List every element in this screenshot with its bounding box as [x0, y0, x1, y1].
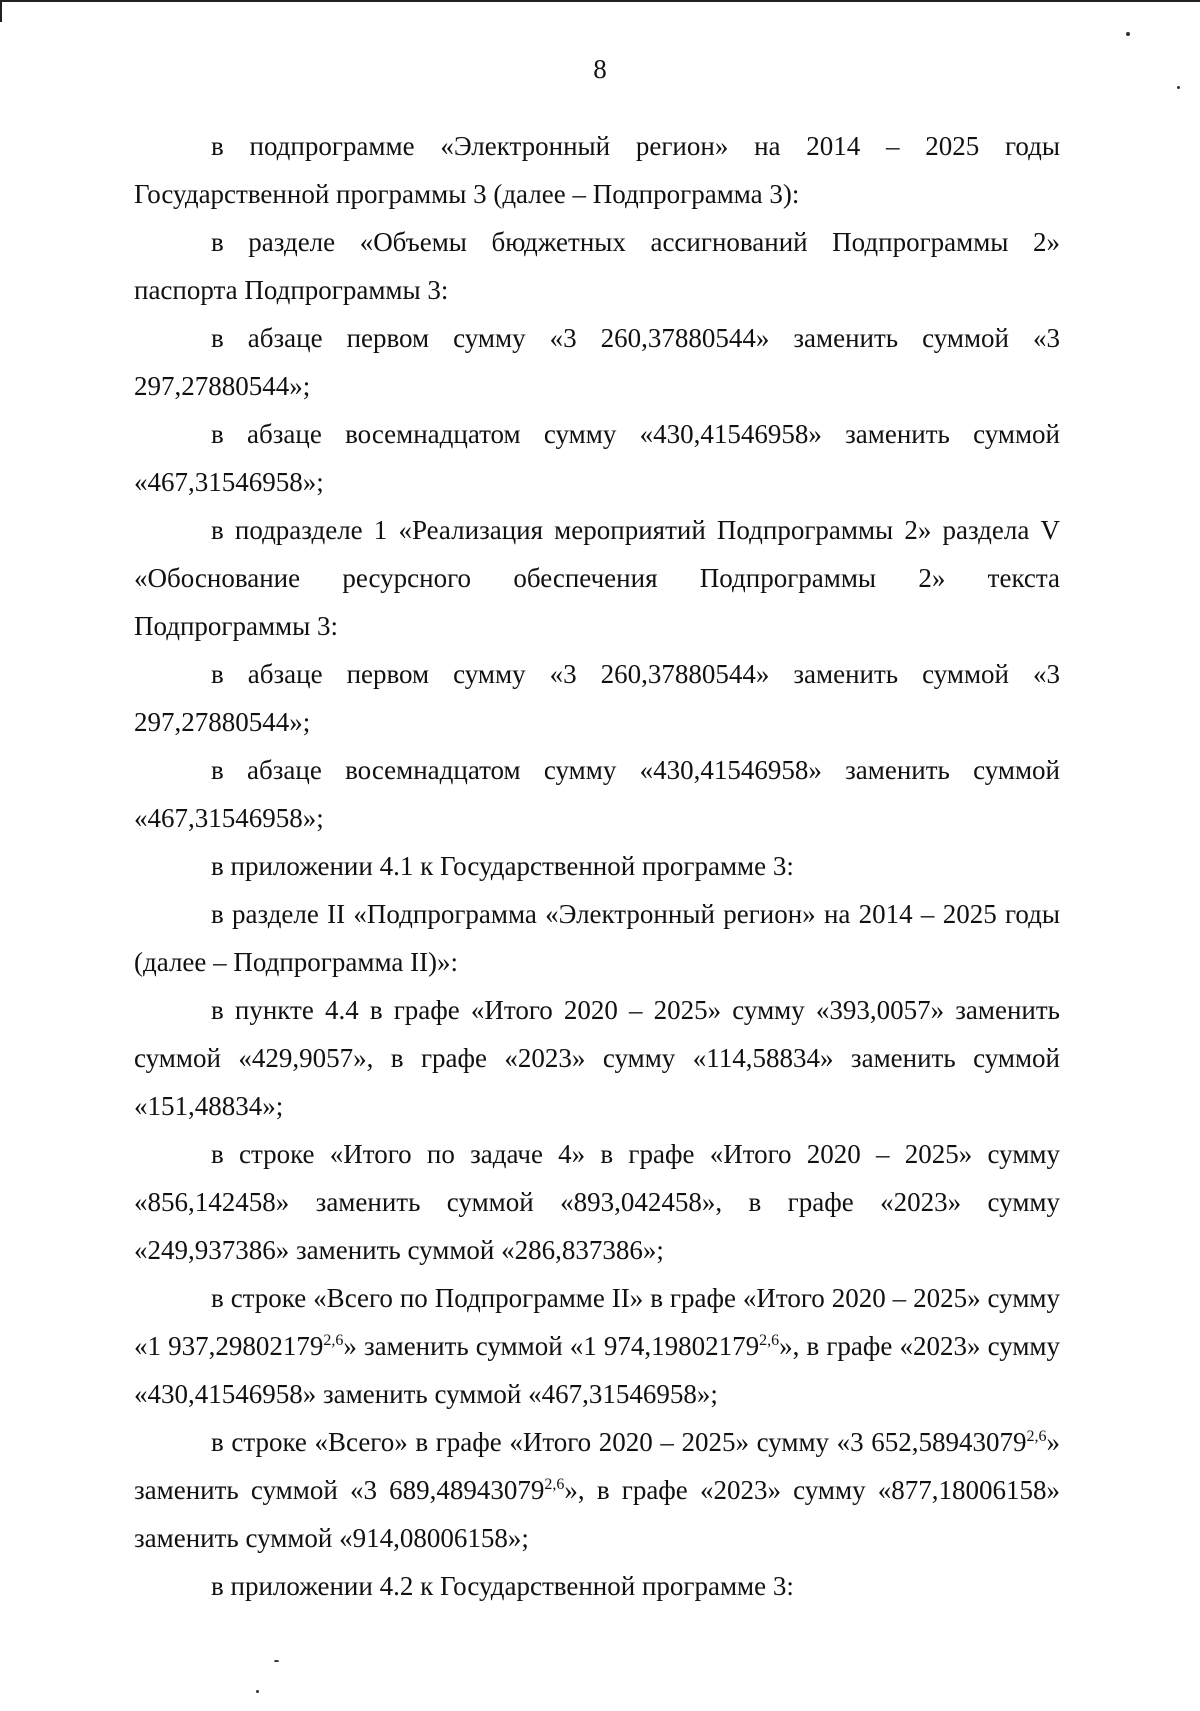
paragraph-item-4-4: в пункте 4.4 в графе «Итого 2020 – 2025» сумму «393,0057» заменить суммой «429,9057», в графе «2023» сумму «114,58834» заменить суммой «151,48834»;	[134, 995, 1060, 1121]
page-number: 8	[593, 54, 607, 84]
scan-speck	[1126, 32, 1130, 36]
paragraph-total-subprogram-ii	[134, 1274, 1060, 1418]
scan-speck	[256, 1690, 259, 1693]
paragraph-grand-total	[134, 1418, 1060, 1562]
paragraph-first-abzats-sum-2: в абзаце первом сумму «3 260,37880544» заменить суммой «3 297,27880544»;	[134, 659, 1060, 737]
superscript-note: 2,6	[544, 1476, 565, 1493]
text-segment: в строке «Всего» в графе «Итого 2020 – 2025» сумму «3 652,58943079	[211, 1427, 1027, 1457]
text-segment: », в графе «2023» сумму «430,41546958» заменить суммой «467,31546958»;	[134, 1331, 1061, 1409]
scan-speck	[274, 1660, 279, 1662]
paragraph-total-task-4: в строке «Итого по задаче 4» в графе «Итого 2020 – 2025» сумму «856,142458» заменить суммой «893,042458», в графе «2023» сумму «249,937386» заменить суммой «286,837386»;	[134, 1139, 1060, 1265]
text-segment: », в графе «2023» сумму «877,18006158» заменить суммой «914,08006158»;	[134, 1475, 1061, 1553]
text-segment: в строке «Всего по Подпрограмме II» в графе «Итого 2020 – 2025» сумму «1 937,29802179	[134, 1283, 1060, 1361]
paragraph-eighteenth-abzats-sum: в абзаце восемнадцатом сумму «430,41546958» заменить суммой «467,31546958»;	[134, 419, 1060, 497]
paragraph-appendix-4-2: в приложении 4.2 к Государственной программе 3:	[211, 1571, 794, 1601]
text-segment: » заменить суммой «1 974,19802179	[343, 1331, 760, 1361]
paragraph-eighteenth-abzats-sum-2: в абзаце восемнадцатом сумму «430,41546958» заменить суммой «467,31546958»;	[134, 755, 1060, 833]
scan-border-left	[0, 0, 2, 22]
paragraph-appendix-4-1: в приложении 4.1 к Государственной программе 3:	[211, 851, 794, 881]
paragraph-first-abzats-sum: в абзаце первом сумму «3 260,37880544» заменить суммой «3 297,27880544»;	[134, 323, 1060, 401]
paragraph-subsection-1: в подразделе 1 «Реализация мероприятий Подпрограммы 2» раздела V «Обоснование ресурсного обеспечения Подпрограммы 2» текста Подпрограммы 3:	[134, 515, 1060, 641]
text-segment: » заменить суммой «3 689,48943079	[134, 1427, 1060, 1505]
superscript-note: 2,6	[323, 1332, 344, 1349]
superscript-note: 2,6	[759, 1332, 780, 1349]
paragraph-subprogram-intro: в подпрограмме «Электронный регион» на 2014 – 2025 годы Государственной программы 3 (далее – Подпрограмма 3):	[134, 131, 1060, 209]
scan-speck	[1177, 86, 1180, 89]
paragraph-budget-section: в разделе «Объемы бюджетных ассигнований Подпрограммы 2» паспорта Подпрограммы 3:	[134, 227, 1060, 305]
paragraph-section-ii: в разделе II «Подпрограмма «Электронный регион» на 2014 – 2025 годы (далее – Подпрограмма II)»:	[134, 899, 1060, 977]
superscript-note: 2,6	[1026, 1428, 1047, 1445]
document-body	[134, 122, 1060, 1610]
scan-border-top	[0, 0, 1200, 2]
